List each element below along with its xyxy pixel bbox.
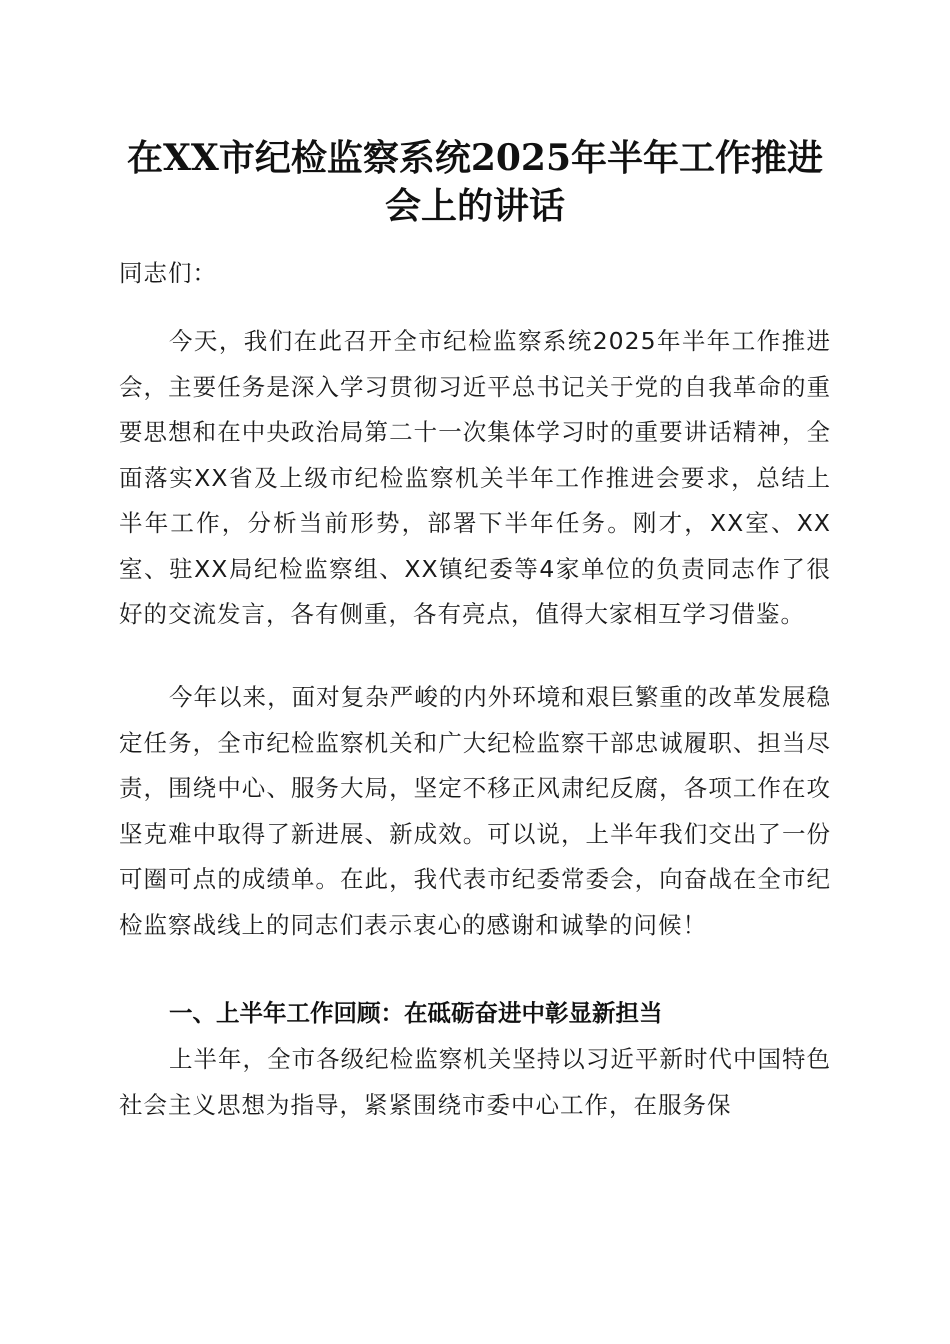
section-heading: 一、上半年工作回顾：在砥砺奋进中彰显新担当: [169, 999, 663, 1027]
paragraph-opening: 今天，我们在此召开全市纪检监察系统2025年半年工作推进会，主要任务是深入学习贯彻习近平总书记关于党的自我革命的重要思想和在中央政治局第二十一次集体学习时的重要讲话精神，全面落实XX省及上级市纪检监察机关半年工作推进会要求，总结上半年工作，分析当前形势，部署下半年任务。刚才，XX室、XX室、驻XX局纪检监察组、XX镇纪委等4家单位的负责同志作了很好的交流发言，各有侧重，各有亮点，值得大家相互学习借鉴。: [119, 327, 831, 628]
document-title: 在XX市纪检监察系统2025年半年工作推进会上的讲话: [126, 137, 824, 227]
salutation: 同志们：: [119, 259, 217, 287]
section-paragraph: 上半年，全市各级纪检监察机关坚持以习近平新时代中国特色社会主义思想为指导，紧紧围绕市委中心工作，在服务保: [119, 1045, 831, 1119]
paragraph-review: 今年以来，面对复杂严峻的内外环境和艰巨繁重的改革发展稳定任务，全市纪检监察机关和广大纪检监察干部忠诚履职、担当尽责，围绕中心、服务大局，坚定不移正风肃纪反腐，各项工作在攻坚克难中取得了新进展、新成效。可以说，上半年我们交出了一份可圈可点的成绩单。在此，我代表市纪委常委会，向奋战在全市纪检监察战线上的同志们表示衷心的感谢和诚挚的问候！: [119, 683, 831, 939]
